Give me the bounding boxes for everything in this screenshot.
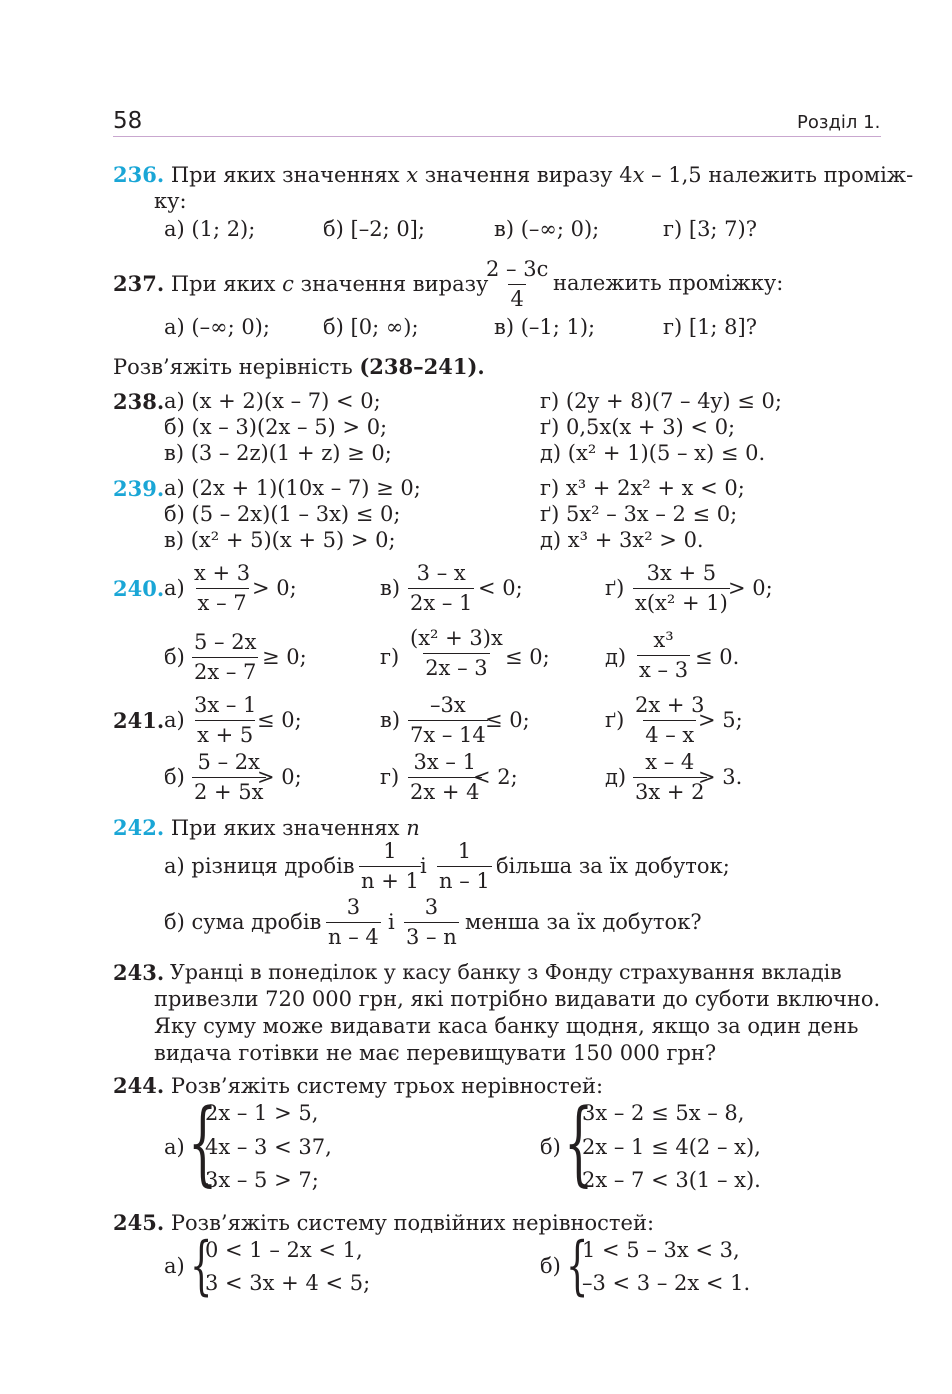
- relation: > 3.: [698, 765, 743, 789]
- relation: ≤ 0.: [695, 645, 740, 669]
- problem-number: 245.: [113, 1210, 165, 1235]
- system-line: 3x – 2 ≤ 5x – 8,: [582, 1101, 745, 1125]
- item: в) (x² + 5)(x + 5) > 0;: [164, 528, 396, 552]
- header-rule: [113, 136, 881, 137]
- denominator: 3 – n: [404, 922, 459, 948]
- numerator: 2 – 3c: [486, 257, 549, 281]
- denominator: 2 + 5x: [192, 777, 266, 803]
- fraction: [633, 563, 730, 614]
- item: в) (3 – 2z)(1 + z) ≥ 0;: [164, 441, 392, 465]
- text: належить промiжку:: [553, 271, 784, 295]
- denominator: n + 1: [359, 866, 421, 892]
- label: д): [605, 645, 627, 669]
- option: б) [–2; 0];: [323, 217, 425, 241]
- label: д): [605, 765, 627, 789]
- denominator: 2x – 1: [408, 588, 474, 614]
- item: д) x³ + 3x² > 0.: [540, 528, 704, 552]
- text: При яких значеннях: [170, 163, 407, 187]
- denominator: 2x – 7: [192, 657, 258, 683]
- fraction: [408, 628, 505, 679]
- denominator: 2x – 3: [423, 653, 489, 679]
- denominator: x(x² + 1): [633, 588, 730, 614]
- text: бiльша за їх добуток;: [496, 854, 730, 878]
- item: г) (2y + 8)(7 – 4y) ≤ 0;: [540, 389, 782, 413]
- fraction: [359, 841, 421, 892]
- fraction: [633, 752, 707, 803]
- label: г): [380, 645, 400, 669]
- fraction: [326, 897, 381, 948]
- relation: < 0;: [478, 576, 523, 600]
- item: а) (x + 2)(x – 7) < 0;: [164, 389, 381, 413]
- numerator: 2x + 3: [635, 693, 705, 717]
- relation: > 0;: [728, 576, 773, 600]
- text: значення виразу 4: [418, 163, 633, 187]
- numerator: x – 4: [645, 750, 695, 774]
- problem-number: 241.: [113, 708, 165, 733]
- fraction: [633, 695, 707, 746]
- text: Розв’яжiть систему подвiйних нерiвностей:: [170, 1211, 655, 1235]
- problem-number: 236.: [113, 162, 165, 187]
- left-brace: {: [188, 1089, 218, 1196]
- system-line: 3x – 5 > 7;: [205, 1168, 319, 1192]
- option: г) [3; 7)?: [663, 217, 757, 241]
- label: в): [380, 708, 401, 732]
- option: в) (–∞; 0);: [494, 217, 600, 241]
- denominator: 3x + 2: [633, 777, 707, 803]
- numerator: 1: [457, 839, 472, 863]
- relation: ≥ 0;: [262, 645, 307, 669]
- denominator: n – 4: [326, 922, 381, 948]
- label: б): [164, 645, 185, 669]
- denominator: n – 1: [437, 866, 492, 892]
- text: При яких значеннях: [170, 816, 407, 840]
- problem-number: 239.: [113, 476, 165, 501]
- fraction: [484, 259, 550, 310]
- section-title: Розділ 1.: [797, 112, 881, 133]
- system-line: 4x – 3 < 37,: [205, 1135, 332, 1159]
- numerator: –3x: [430, 693, 466, 717]
- text: При яких: [170, 272, 283, 296]
- label: ґ): [605, 708, 625, 732]
- text: б) сума дробiв: [164, 910, 322, 934]
- numerator: 3 – x: [416, 561, 466, 585]
- text-line: видача готiвки не має перевищувати 150 000 грн?: [154, 1041, 717, 1065]
- label: б): [540, 1135, 561, 1159]
- text: Розв’яжіть нерівність: [113, 355, 360, 379]
- text: а) рiзниця дробiв: [164, 854, 355, 878]
- problem-244: [113, 1075, 603, 1097]
- numerator: 3x – 1: [194, 693, 257, 717]
- fraction: [192, 695, 258, 746]
- problem-number: 242.: [113, 815, 165, 840]
- relation: > 0;: [252, 576, 297, 600]
- left-brace: {: [190, 1229, 213, 1303]
- var: x: [406, 163, 419, 187]
- var: n: [406, 816, 420, 840]
- numerator: x³: [653, 628, 674, 652]
- fraction: [637, 630, 690, 681]
- item: д) (x² + 1)(5 – x) ≤ 0.: [540, 441, 766, 465]
- relation: > 5;: [698, 708, 743, 732]
- denominator: x + 5: [195, 720, 255, 746]
- item: а) (2x + 1)(10x – 7) ≥ 0;: [164, 476, 421, 500]
- option: б) [0; ∞);: [323, 315, 419, 339]
- item: б) (x – 3)(2x – 5) > 0;: [164, 415, 388, 439]
- fraction: [437, 841, 492, 892]
- fraction: [192, 752, 266, 803]
- problem-number: 240.: [113, 576, 165, 601]
- system-line: –3 < 3 – 2x < 1.: [582, 1271, 751, 1295]
- text: – 1,5 належить промiж-: [644, 163, 914, 187]
- text-line: привезли 720 000 грн, якi потрiбно видавати до суботи включно.: [154, 987, 881, 1011]
- numerator: 1: [383, 839, 397, 863]
- label: ґ): [605, 576, 625, 600]
- relation: < 2;: [473, 765, 518, 789]
- system-line: 2x – 1 > 5,: [205, 1101, 319, 1125]
- option: а) (1; 2);: [164, 217, 256, 241]
- problem-236-line2: ку:: [154, 189, 187, 213]
- problem-number: 243.: [113, 960, 165, 985]
- label: г): [380, 765, 400, 789]
- fraction: [408, 695, 488, 746]
- numerator: 3x – 1: [413, 750, 476, 774]
- relation: ≤ 0;: [257, 708, 302, 732]
- system-line: 3 < 3x + 4 < 5;: [205, 1271, 371, 1295]
- label: а): [164, 1135, 185, 1159]
- denominator: x – 3: [637, 655, 690, 681]
- item: г) x³ + 2x² + x < 0;: [540, 476, 745, 500]
- instruction: [113, 356, 485, 378]
- fraction: [404, 897, 459, 948]
- system-line: 0 < 1 – 2x < 1,: [205, 1238, 363, 1262]
- denominator: x – 7: [196, 588, 249, 614]
- text: значення виразу: [293, 272, 489, 296]
- page-number: 58: [113, 108, 143, 134]
- relation: ≤ 0;: [505, 645, 550, 669]
- label: б): [540, 1254, 561, 1278]
- numerator: 3x + 5: [646, 561, 717, 585]
- text: менша за їх добуток?: [465, 910, 702, 934]
- left-brace: {: [564, 1089, 594, 1196]
- denominator: 4: [508, 284, 525, 310]
- problem-number: 238.: [113, 389, 165, 414]
- label: в): [380, 576, 401, 600]
- fraction: [408, 563, 474, 614]
- option: а) (–∞; 0);: [164, 315, 270, 339]
- relation: > 0;: [257, 765, 302, 789]
- system-line: 1 < 5 – 3x < 3,: [582, 1238, 740, 1262]
- text: i: [420, 854, 427, 878]
- denominator: 2x + 4: [408, 777, 482, 803]
- text: i: [388, 910, 395, 934]
- label: б): [164, 765, 185, 789]
- denominator: 7x – 14: [408, 720, 488, 746]
- option: в) (–1; 1);: [494, 315, 596, 339]
- system-line: 2x – 7 < 3(1 – x).: [582, 1168, 761, 1192]
- problem-237: [113, 273, 488, 295]
- label: а): [164, 1254, 185, 1278]
- left-brace: {: [566, 1229, 589, 1303]
- text-line: Яку суму може видавати каса банку щодня, якщо за один день: [154, 1014, 859, 1038]
- item: ґ) 0,5x(x + 3) < 0;: [540, 415, 736, 439]
- var: x: [632, 163, 645, 187]
- fraction: [408, 752, 482, 803]
- numerator: 5 – 2x: [197, 750, 260, 774]
- problem-number: 237.: [113, 271, 165, 296]
- item: ґ) 5x² – 3x – 2 ≤ 0;: [540, 502, 738, 526]
- range: (238–241).: [359, 354, 485, 379]
- text-line: Уранцi в понедiлок у касу банку з Фонду страхування вкладiв: [170, 960, 842, 984]
- numerator: 3: [424, 895, 439, 919]
- option: г) [1; 8]?: [663, 315, 757, 339]
- numerator: 3: [346, 895, 361, 919]
- problem-236: [113, 164, 913, 186]
- relation: ≤ 0;: [485, 708, 530, 732]
- system-line: 2x – 1 ≤ 4(2 – x),: [582, 1135, 761, 1159]
- problem-number: 244.: [113, 1073, 165, 1098]
- var: c: [282, 272, 294, 296]
- denominator: 4 – x: [643, 720, 696, 746]
- fraction: [192, 632, 258, 683]
- numerator: 5 – 2x: [194, 630, 257, 654]
- label: а): [164, 708, 185, 732]
- label: а): [164, 576, 185, 600]
- item: б) (5 – 2x)(1 – 3x) ≤ 0;: [164, 502, 401, 526]
- problem-242: [113, 817, 420, 839]
- numerator: (x² + 3)x: [410, 626, 503, 650]
- text: Розв’яжiть систему трьох нерiвностей:: [170, 1074, 604, 1098]
- fraction: [192, 563, 252, 614]
- numerator: x + 3: [194, 561, 251, 585]
